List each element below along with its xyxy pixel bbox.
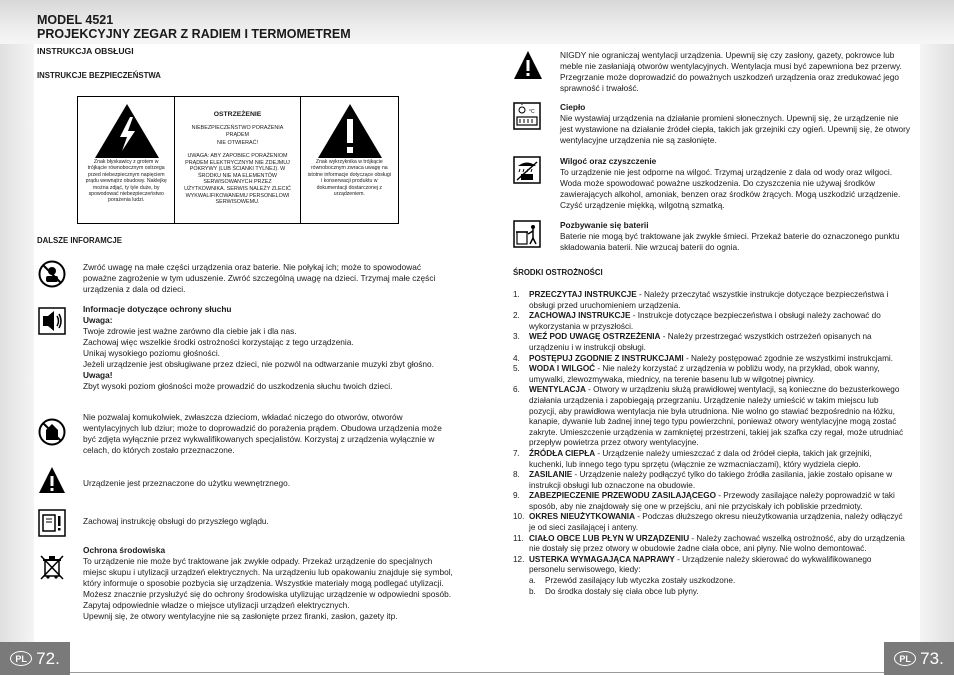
precaution-number: 11. — [513, 533, 524, 543]
precaution-title: WENTYLACJA — [529, 385, 586, 395]
precaution-body — [529, 491, 908, 512]
precaution-text: - Otwory w urządzeniu służą prawidłowej wentylacji, są konieczne do bezusterkowego działania urządzenia i zapobiegają przegrzaniu. Urządzenie należy umieścić w takim miejscu lub pozycji, aby prawidłowa wentylacja nie była utrudniona. Nie wolno go stawiać bezpośrednio na łóżku, kanapie, dywanie lub żadnej innej tego typu powierzchni, ponieważ otwory wentylacyjne mogą zostać zakryte. Umieszczenie urządzenia w zamkniętej przestrzeni, takiej jak szafka czy regał, może utrudniać przepływ powietrza przez otwory wentylacyjne. — [529, 385, 904, 448]
precaution-body — [529, 364, 908, 385]
precaution-title: WEŹ POD UWAGĘ OSTRZEŻENIA — [529, 332, 661, 342]
precautions-heading: ŚRODKI OSTROŻNOŚCI — [513, 268, 603, 277]
moisture-heading: Wilgoć oraz czyszczenie — [560, 156, 657, 166]
precaution-text: - Urządzenie należy umieszczać z dala od źródeł ciepła, takich jak grzejniki, kuchenki, lub innego tego typu sprzętu (włącznie ze wzmacniaczami), który wydziela ciepło. — [529, 448, 872, 469]
precautions-list — [513, 290, 908, 597]
precaution-number: 7. — [513, 448, 520, 458]
environment-text: To urządzenie nie może być traktowane jak zwykłe odpady. Przekaż urządzenie do specjalnych miejsc skupu i utylizacji urządzeń elektrycznych. Na urządzeniu lub opakowaniu znajduje się symbol, który informuje o sposobie pozbycia się urządzenia. Wszystkie materiały mogą podlegać utylizacji. Możesz znacznie przysłużyć się do ochrony środowiska utylizując urządzenie w odpowiedni sposób. Zapytaj odpowiednie władze o miejsce utylizacji urządzeń elektrycznych. — [83, 556, 453, 610]
page-number-text-left: 72. — [36, 648, 60, 668]
precaution-item — [513, 385, 908, 449]
precaution-body — [529, 311, 908, 332]
precaution-number: 2. — [513, 311, 520, 321]
precaution-number: 10. — [513, 512, 525, 522]
right-side-rail — [920, 44, 954, 644]
exclamation-caption: Znak wykrzyknika w trójkącie równobocznym zwraca uwagę na istotne informacje dotyczące obsługi i konserwacji produktu w dokumentacji dostarczonej z urządzeniem. — [307, 159, 391, 198]
hearing-heading: Informacje dotyczące ochrony słuchu — [83, 304, 232, 314]
heat-heading: Ciepło — [560, 102, 586, 112]
page-number-left — [0, 642, 70, 675]
environment-heading: Ochrona środowiska — [83, 545, 166, 555]
precaution-number: 9. — [513, 491, 520, 501]
footer-rule-right — [477, 672, 884, 673]
svg-text:°C: °C — [529, 109, 535, 115]
moisture-text: To urządzenie nie jest odporne na wilgoć. Trzymaj urządzenie z dala od wody oraz wilgoci. Woda może spowodować poważne uszkodzenia. Do czyszczenia nie używaj środków zawierających alkohol, amoniak, benzen oraz środków żrących. Mogą uszkodzić urządzenie. Czyść urządzenie miękką, wilgotną szmatką. — [560, 167, 901, 210]
precaution-number: 6. — [513, 385, 520, 395]
precaution-sub-item — [513, 576, 908, 587]
hearing-paragraph-1: Twoje zdrowie jest ważne zarówno dla ciebie jak i dla nas. — [83, 326, 297, 336]
exclamation-warning-icon — [317, 103, 383, 159]
precaution-title: CIAŁO OBCE LUB PŁYN W URZĄDZENIU — [529, 533, 690, 543]
precaution-number: 1. — [513, 290, 520, 299]
hearing-paragraph-5: Zbyt wysoki poziom głośności może prowadzić do uszkodzenia słuchu twoich dzieci. — [83, 381, 393, 391]
precaution-item — [513, 534, 908, 555]
precaution-body — [529, 354, 908, 365]
precaution-item — [513, 332, 908, 353]
precaution-body — [529, 470, 908, 491]
precaution-item — [513, 354, 908, 365]
manual-book-icon — [38, 509, 66, 537]
precaution-item — [513, 364, 908, 385]
language-badge-right: PL — [894, 651, 916, 666]
precaution-number: 4. — [513, 353, 520, 363]
language-badge-left: PL — [10, 651, 32, 666]
precaution-text: - Należy przeczytać wszystkie instrukcje dotyczące bezpieczeństwa i obsługi przed uruchomieniem urządzenia. — [529, 290, 889, 310]
heat-text: Nie wystawiaj urządzenia na działanie promieni słonecznych. Upewnij się, że urządzenie nie jest wystawione na działanie źródeł ciepła, takich jak grzejniki czy ogień. Upewnij się, że otwory wentylacyjne urządzenia nie są zasłonięte. — [560, 113, 911, 145]
precaution-item — [513, 491, 908, 512]
precaution-sub-number: b. — [529, 586, 536, 596]
precaution-number: 5. — [513, 364, 520, 374]
precaution-item — [513, 470, 908, 491]
battery-block — [560, 220, 912, 253]
hearing-protection-block — [83, 304, 453, 392]
precaution-body — [529, 385, 908, 449]
ventilation-warning-icon — [513, 50, 543, 80]
precaution-title: WODA I WILGOĆ — [529, 364, 596, 374]
precaution-item — [513, 555, 908, 576]
precaution-text: - Nie należy korzystać z urządzenia w pobliżu wody, na przykład, obok wanny, umywalki, zlewozmywaka, miednicy, na terenie basenu lub w wilgotnej piwnicy. — [529, 364, 880, 384]
hearing-protection-icon — [38, 307, 66, 335]
precaution-item — [513, 449, 908, 470]
precaution-title: OKRES NIEUŻYTKOWANIA — [529, 512, 635, 522]
precaution-text: - Urządzenie należy podłączyć tylko do takiego źródła zasilania, jakie zostało opisane w instrukcji obsługi lub oznaczone na obudowie. — [529, 470, 893, 490]
environment-text-2: Upewnij się, że otwory wentylacyjne nie są zasłonięte przez firanki, zasłon, gazety itp. — [83, 611, 398, 621]
indoor-use-icon — [38, 466, 66, 494]
precaution-body — [529, 290, 908, 311]
lightning-cell — [78, 97, 175, 223]
precaution-sub-text: Do środka dostały się ciała obce lub płyny. — [545, 586, 699, 596]
precaution-text: - Instrukcje dotyczące bezpieczeństwa i obsługi należy zachować do wykorzystania w przyszłości. — [529, 311, 881, 331]
environment-block — [83, 545, 453, 622]
precaution-number: 12. — [513, 554, 525, 564]
hearing-paragraph-4: Jeżeli urządzenie jest obsługiwane przez dzieci, nie pozwól na odtwarzanie muzyki zbyt głośno. — [83, 359, 434, 369]
hearing-paragraph-3: Unikaj wysokiego poziomu głośności. — [83, 348, 220, 358]
hearing-warning-1: Uwaga: — [83, 315, 113, 325]
precaution-title: ZABEZPIECZENIE PRZEWODU ZASILAJĄCEGO — [529, 491, 716, 501]
precaution-text: - Przewody zasilające należy poprowadzić w taki sposób, aby nie znajdowały się one w przejściu, ani nie przyciskały ich pobliskie przedmioty. — [529, 491, 895, 511]
precaution-title: USTERKA WYMAGAJĄCA NAPRAWY — [529, 554, 675, 564]
precaution-body — [529, 512, 908, 533]
precaution-number: 3. — [513, 332, 520, 342]
precaution-body — [529, 449, 908, 470]
section-heading-manual: INSTRUKCJA OBSŁUGI — [37, 46, 134, 56]
precaution-text: - Podczas dłuższego okresu nieużytkowania urządzenia, należy odłączyć je od sieci zasilającej i anteny. — [529, 512, 903, 533]
warning-cell — [175, 97, 300, 223]
battery-text: Baterie nie mogą być traktowane jak zwykłe śmieci. Przekaż baterie do oznaczonego punktu składowania baterii. Nie wrzucaj baterii do ognia. — [560, 231, 900, 252]
precaution-text: - Należy zachować wszelką ostrożność, aby do urządzenia nie dostały się przez otwory w obudowie żadne ciała obce, ani płyny. Nie wolno demontować. — [529, 533, 905, 554]
precaution-title: ZASILANIE — [529, 470, 573, 480]
left-side-rail — [0, 44, 34, 644]
lightning-warning-icon — [94, 103, 160, 159]
precaution-title: ZACHOWAJ INSTRUKCJE — [529, 311, 631, 321]
indoor-use-text: Urządzenie jest przeznaczone do użytku wewnętrznego. — [83, 478, 291, 488]
warning-heading: OSTRZEŻENIE — [213, 111, 262, 118]
warning-line-2: NIE OTWIERAĆ! — [216, 140, 259, 146]
warning-line-3: UWAGA: ABY ZAPOBIEC PORAŻENIOM PRĄDEM ELEKTRYCZNYM NIE ZDEJMUJ POKRYWY (LUB ŚCIANKI TYLNEJ). W ŚRODKU NIE MA ELEMENTÓW SERWISOWANYCH PRZEZ UŻYTKOWNIKA. SERWIS NALEŻY ZLECIĆ WYKWALIFIKOWANEMU PERSONELOWI SERWISOWEMU. — [184, 153, 291, 206]
safety-warning-box — [77, 96, 399, 224]
product-title: PROJEKCYJNY ZEGAR Z RADIEM I TERMOMETREM — [37, 27, 351, 41]
no-objects-icon — [38, 418, 66, 446]
precaution-item — [513, 311, 908, 332]
lightning-caption: Znak błyskawicy z grotem w trójkącie równobocznym ostrzega przed niebezpiecznym napięciem prądu wewnątrz obudowy. Naklejkę można zdjąć, ty tyle duże, by spowodować niebezpieczeństwo porażenia ludzi. — [85, 159, 167, 204]
no-objects-text: Nie pozwalaj komukolwiek, zwłaszcza dzieciom, wkładać niczego do otworów, otworów wentylacyjnych lub dziur; może to doprowadzić do porażenia prądem. Obudowa urządzenia może być zdjęta wyłącznie przez wykwalifikowanych specjalistów. Korzystaj z urządzenia wyłącznie w celach, do których zostało przeznaczone. — [83, 412, 442, 455]
ventilation-text: NIGDY nie ograniczaj wentylacji urządzenia. Upewnij się czy zasłony, gazety, pokrowce lub meble nie zasłaniają otworów wentylacyjnych. Wentylacja musi być zapewniona bez przerwy. Przegrzanie może doprowadzić do poważnych uszkodzeń urządzenia oraz zredukować jego sprawność i trwałość. — [560, 50, 902, 93]
small-parts-text: Zwróć uwagę na małe części urządzenia oraz baterie. Nie połykaj ich; może to spowodować poważne zagrożenie w tym uduszenie. Zwróć szczególną uwagę na dzieci. Trzymaj małe części urządzenia z dala od dzieci. — [83, 262, 436, 294]
section-heading-safety: INSTRUKCJE BEZPIECZEŃSTWA — [37, 71, 161, 80]
precaution-title: PRZECZYTAJ INSTRUKCJE — [529, 290, 637, 299]
section-heading-more-info: DALSZE INFORAMCJE — [37, 236, 122, 245]
precaution-text: - Należy przestrzegać wszystkich ostrzeżeń opisanych na urządzeniu i w instrukcji obsługi. — [529, 332, 872, 352]
precaution-sub-text: Przewód zasilający lub wtyczka zostały uszkodzone. — [545, 576, 736, 586]
keep-manual-text: Zachowaj instrukcję obsługi do przyszłego wglądu. — [83, 516, 269, 526]
weee-bin-icon — [38, 553, 66, 581]
precaution-sub-item — [513, 587, 908, 598]
precaution-title: ŹRÓDŁA CIEPŁA — [529, 448, 596, 458]
precaution-sub-number: a. — [529, 576, 536, 586]
precaution-body — [529, 555, 908, 576]
battery-heading: Pozbywanie się baterii — [560, 220, 649, 230]
precaution-body — [529, 332, 908, 353]
moisture-block — [560, 156, 912, 211]
precaution-title: POSTĘPUJ ZGODNIE Z INSTRUKCJAMI — [529, 353, 684, 363]
page-number-text-right: 73. — [920, 648, 944, 668]
page-number-right — [884, 642, 954, 675]
warning-line-1: NIEBEZPIECZEŃSTWO PORAŻENIA PRĄDEM — [191, 125, 284, 138]
battery-disposal-icon — [513, 220, 541, 248]
heat-warning-icon — [513, 102, 541, 130]
precaution-number: 8. — [513, 470, 520, 480]
footer-rule-left — [70, 672, 477, 673]
precaution-item — [513, 512, 908, 533]
document-title — [37, 13, 351, 41]
hearing-paragraph-2: Zachowaj więc wszelkie środki ostrożności korzystając z tego urządzenia. — [83, 337, 354, 347]
hearing-warning-2: Uwaga! — [83, 370, 113, 380]
precaution-text: - Urządzenie należy skierować do wykwalifikowanego personelu serwisowego, kiedy: — [529, 554, 872, 575]
precaution-body — [529, 534, 908, 555]
precaution-text: - Należy postępować zgodnie ze wszystkimi instrukcjami. — [683, 353, 893, 363]
model-number: MODEL 4521 — [37, 13, 114, 27]
exclamation-cell — [301, 97, 398, 223]
moisture-warning-icon — [513, 156, 541, 184]
no-small-parts-icon — [38, 260, 66, 288]
precaution-item — [513, 290, 908, 311]
heat-block — [560, 102, 912, 146]
